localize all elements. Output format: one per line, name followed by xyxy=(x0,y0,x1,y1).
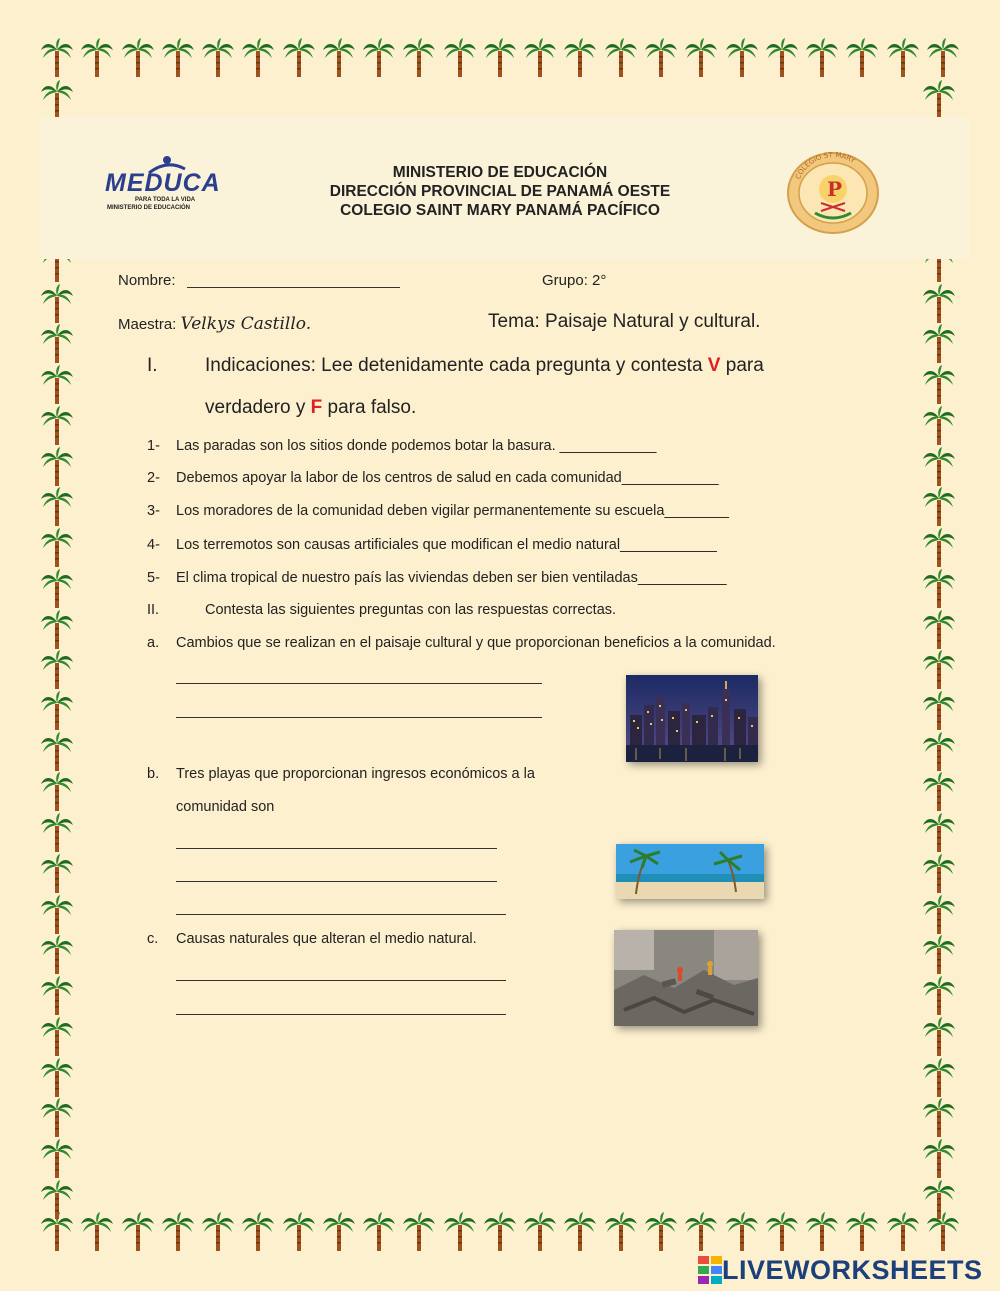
answer-b-line-1[interactable] xyxy=(176,848,497,849)
liveworksheets-brand[interactable] xyxy=(698,1255,983,1285)
palm-tree-icon xyxy=(725,38,759,78)
instructions-text-d: para falso. xyxy=(322,397,417,418)
name-row xyxy=(118,272,176,289)
palm-tree-icon xyxy=(922,324,956,364)
instructions-text-a: Indicaciones: Lee detenidamente cada pregunta y contesta xyxy=(205,355,708,376)
palm-tree-icon xyxy=(40,1058,74,1098)
section-2-instructions: Contesta las siguientes preguntas con las respuestas correctas. xyxy=(205,602,617,618)
palm-tree-icon xyxy=(922,1098,956,1138)
palm-tree-icon xyxy=(40,813,74,853)
palm-tree-icon xyxy=(805,1212,839,1252)
palm-tree-icon xyxy=(121,38,155,78)
palm-tree-icon xyxy=(40,569,74,609)
palm-tree-icon xyxy=(40,1180,74,1220)
palm-tree-icon xyxy=(40,1139,74,1179)
palm-tree-icon xyxy=(922,528,956,568)
palm-tree-icon xyxy=(40,732,74,772)
palm-tree-icon xyxy=(922,284,956,324)
palm-tree-icon xyxy=(40,1017,74,1057)
beach-image xyxy=(616,844,764,899)
palm-tree-icon xyxy=(443,1212,477,1252)
palm-tree-icon xyxy=(80,38,114,78)
true-letter: V xyxy=(707,355,721,376)
palm-tree-icon xyxy=(40,1098,74,1138)
palm-tree-icon xyxy=(604,38,638,78)
palm-border-top xyxy=(40,38,960,82)
palm-tree-icon xyxy=(282,38,316,78)
palm-tree-icon xyxy=(922,650,956,690)
palm-tree-icon xyxy=(523,38,557,78)
palm-tree-icon xyxy=(886,1212,920,1252)
question-a-letter: a. xyxy=(147,635,160,651)
section-1-numeral: I. xyxy=(147,355,158,376)
school-header xyxy=(40,117,970,259)
teacher-row xyxy=(118,314,311,334)
palm-tree-icon xyxy=(241,38,275,78)
section-1-instructions-line1 xyxy=(205,355,764,377)
palm-tree-icon xyxy=(922,569,956,609)
question-c-text: Causas naturales que alteran el medio natural. xyxy=(176,931,477,947)
false-letter: F xyxy=(310,397,323,418)
header-line-ministry: MINISTERIO DE EDUCACIÓN xyxy=(392,164,608,181)
palm-tree-icon xyxy=(483,1212,517,1252)
palm-tree-icon xyxy=(563,1212,597,1252)
palm-tree-icon xyxy=(604,1212,638,1252)
palm-tree-icon xyxy=(922,976,956,1016)
palm-tree-icon xyxy=(886,38,920,78)
header-line-school: COLEGIO SAINT MARY PANAMÁ PACÍFICO xyxy=(340,202,660,219)
header-line-direction: DIRECCIÓN PROVINCIAL DE PANAMÁ OESTE xyxy=(329,183,671,200)
meduca-logo-tagline: PARA TODA LA VIDA xyxy=(135,197,196,203)
palm-tree-icon xyxy=(922,365,956,405)
palm-tree-icon xyxy=(765,1212,799,1252)
instructions-text-c: verdadero y xyxy=(205,397,311,418)
palm-tree-icon xyxy=(40,650,74,690)
meduca-logo-subtitle: MINISTERIO DE EDUCACIÓN xyxy=(107,205,191,211)
tf-item-number: 2- xyxy=(147,470,160,486)
palm-tree-icon xyxy=(362,38,396,78)
answer-c-line-2[interactable] xyxy=(176,1014,506,1015)
question-a-text: Cambios que se realizan en el paisaje cultural y que proporcionan beneficios a la comunidad. xyxy=(176,635,776,651)
palm-tree-icon xyxy=(725,1212,759,1252)
palm-tree-icon xyxy=(922,854,956,894)
palm-tree-icon xyxy=(40,406,74,446)
question-c-letter: c. xyxy=(147,931,159,947)
palm-tree-icon xyxy=(80,1212,114,1252)
topic-row xyxy=(488,311,760,333)
palm-tree-icon xyxy=(40,487,74,527)
palm-tree-icon xyxy=(523,1212,557,1252)
palm-tree-icon xyxy=(40,80,74,120)
palm-tree-icon xyxy=(922,813,956,853)
tf-item-5[interactable] xyxy=(147,570,727,586)
palm-tree-icon xyxy=(161,1212,195,1252)
palm-tree-icon xyxy=(922,1139,956,1179)
answer-a-line-1[interactable] xyxy=(176,683,542,684)
palm-tree-icon xyxy=(684,1212,718,1252)
palm-tree-icon xyxy=(644,1212,678,1252)
palm-tree-icon xyxy=(40,284,74,324)
liveworksheets-logo-icon xyxy=(698,1256,722,1284)
palm-border-bottom xyxy=(40,1212,960,1256)
school-seal-text xyxy=(785,151,881,235)
palm-tree-icon xyxy=(40,447,74,487)
section-1-instructions-line2 xyxy=(205,397,416,419)
meduca-logo xyxy=(105,155,245,215)
palm-tree-icon xyxy=(922,1058,956,1098)
palm-tree-icon xyxy=(322,38,356,78)
section-2-numeral: II. xyxy=(147,602,160,618)
palm-tree-icon xyxy=(40,976,74,1016)
palm-tree-icon xyxy=(322,1212,356,1252)
palm-tree-icon xyxy=(563,38,597,78)
palm-tree-icon xyxy=(402,1212,436,1252)
group-row xyxy=(542,272,606,289)
tf-item-text: Los moradores de la comunidad deben vigilar permanentemente su escuela________ xyxy=(176,503,729,519)
palm-tree-icon xyxy=(40,854,74,894)
palm-tree-icon xyxy=(282,1212,316,1252)
city-skyline-image xyxy=(626,675,758,762)
palm-tree-icon xyxy=(684,38,718,78)
palm-tree-icon xyxy=(922,80,956,120)
group-label: Grupo: xyxy=(542,272,588,289)
question-b-letter: b. xyxy=(147,766,160,782)
tf-item-number: 4- xyxy=(147,537,160,553)
teacher-label: Maestra: xyxy=(118,316,177,333)
tf-item-2[interactable] xyxy=(147,470,719,486)
palm-tree-icon xyxy=(40,528,74,568)
palm-tree-icon xyxy=(40,772,74,812)
palm-tree-icon xyxy=(922,772,956,812)
group-value: 2° xyxy=(592,272,607,289)
tf-item-text: Las paradas son los sitios donde podemos botar la basura. ____________ xyxy=(176,438,657,454)
palm-tree-icon xyxy=(922,447,956,487)
palm-tree-icon xyxy=(121,1212,155,1252)
palm-tree-icon xyxy=(922,895,956,935)
question-b-text-1: Tres playas que proporcionan ingresos económicos a la xyxy=(176,766,535,782)
liveworksheets-brand-name: LIVEWORKSHEETS xyxy=(722,1254,983,1285)
palm-tree-icon xyxy=(201,38,235,78)
instructions-text-b: para xyxy=(720,355,764,376)
name-label: Nombre: xyxy=(118,272,176,289)
tf-item-text: Debemos apoyar la labor de los centros de salud en cada comunidad____________ xyxy=(176,470,719,486)
svg-text:P: P xyxy=(827,177,843,201)
name-input-line[interactable] xyxy=(187,287,400,288)
palm-tree-icon xyxy=(40,691,74,731)
palm-tree-icon xyxy=(40,365,74,405)
palm-tree-icon xyxy=(922,732,956,772)
palm-tree-icon xyxy=(922,610,956,650)
question-b-text-2: comunidad son xyxy=(176,799,275,815)
palm-tree-icon xyxy=(926,38,960,78)
palm-tree-icon xyxy=(201,1212,235,1252)
header-title-block xyxy=(270,163,730,220)
answer-c-line-1[interactable] xyxy=(176,980,506,981)
topic-value: Paisaje Natural y cultural. xyxy=(545,311,761,332)
palm-tree-icon xyxy=(40,610,74,650)
palm-tree-icon xyxy=(443,38,477,78)
palm-tree-icon xyxy=(161,38,195,78)
palm-tree-icon xyxy=(845,38,879,78)
tf-item-text: El clima tropical de nuestro país las viviendas deben ser bien ventiladas___________ xyxy=(176,570,727,586)
palm-tree-icon xyxy=(805,38,839,78)
palm-tree-icon xyxy=(922,1180,956,1220)
palm-tree-icon xyxy=(40,895,74,935)
palm-tree-icon xyxy=(241,1212,275,1252)
answer-b-line-3[interactable] xyxy=(176,914,506,915)
tf-item-number: 5- xyxy=(147,570,160,586)
palm-tree-icon xyxy=(922,406,956,446)
palm-tree-icon xyxy=(362,1212,396,1252)
palm-tree-icon xyxy=(644,38,678,78)
earthquake-rubble-image xyxy=(614,930,758,1026)
meduca-logo-name: MEDUCA xyxy=(105,169,221,197)
answer-a-line-2[interactable] xyxy=(176,717,542,718)
teacher-name: Velkys Castillo. xyxy=(180,314,312,334)
palm-tree-icon xyxy=(40,38,74,78)
palm-tree-icon xyxy=(922,487,956,527)
palm-tree-icon xyxy=(483,38,517,78)
palm-tree-icon xyxy=(40,935,74,975)
palm-tree-icon xyxy=(922,935,956,975)
tf-item-1[interactable] xyxy=(147,438,657,454)
palm-tree-icon xyxy=(402,38,436,78)
tf-item-number: 1- xyxy=(147,438,160,454)
palm-tree-icon xyxy=(922,1017,956,1057)
palm-tree-icon xyxy=(845,1212,879,1252)
answer-b-line-2[interactable] xyxy=(176,881,497,882)
tf-item-4[interactable] xyxy=(147,537,717,553)
palm-tree-icon xyxy=(922,691,956,731)
topic-label: Tema: xyxy=(488,311,540,332)
tf-item-3[interactable] xyxy=(147,503,729,519)
tf-item-text: Los terremotos son causas artificiales que modifican el medio natural____________ xyxy=(176,537,717,553)
palm-tree-icon xyxy=(765,38,799,78)
svg-text:COLEGIO ST MARY: COLEGIO ST MARY xyxy=(794,151,857,181)
tf-item-number: 3- xyxy=(147,503,160,519)
palm-tree-icon xyxy=(40,324,74,364)
